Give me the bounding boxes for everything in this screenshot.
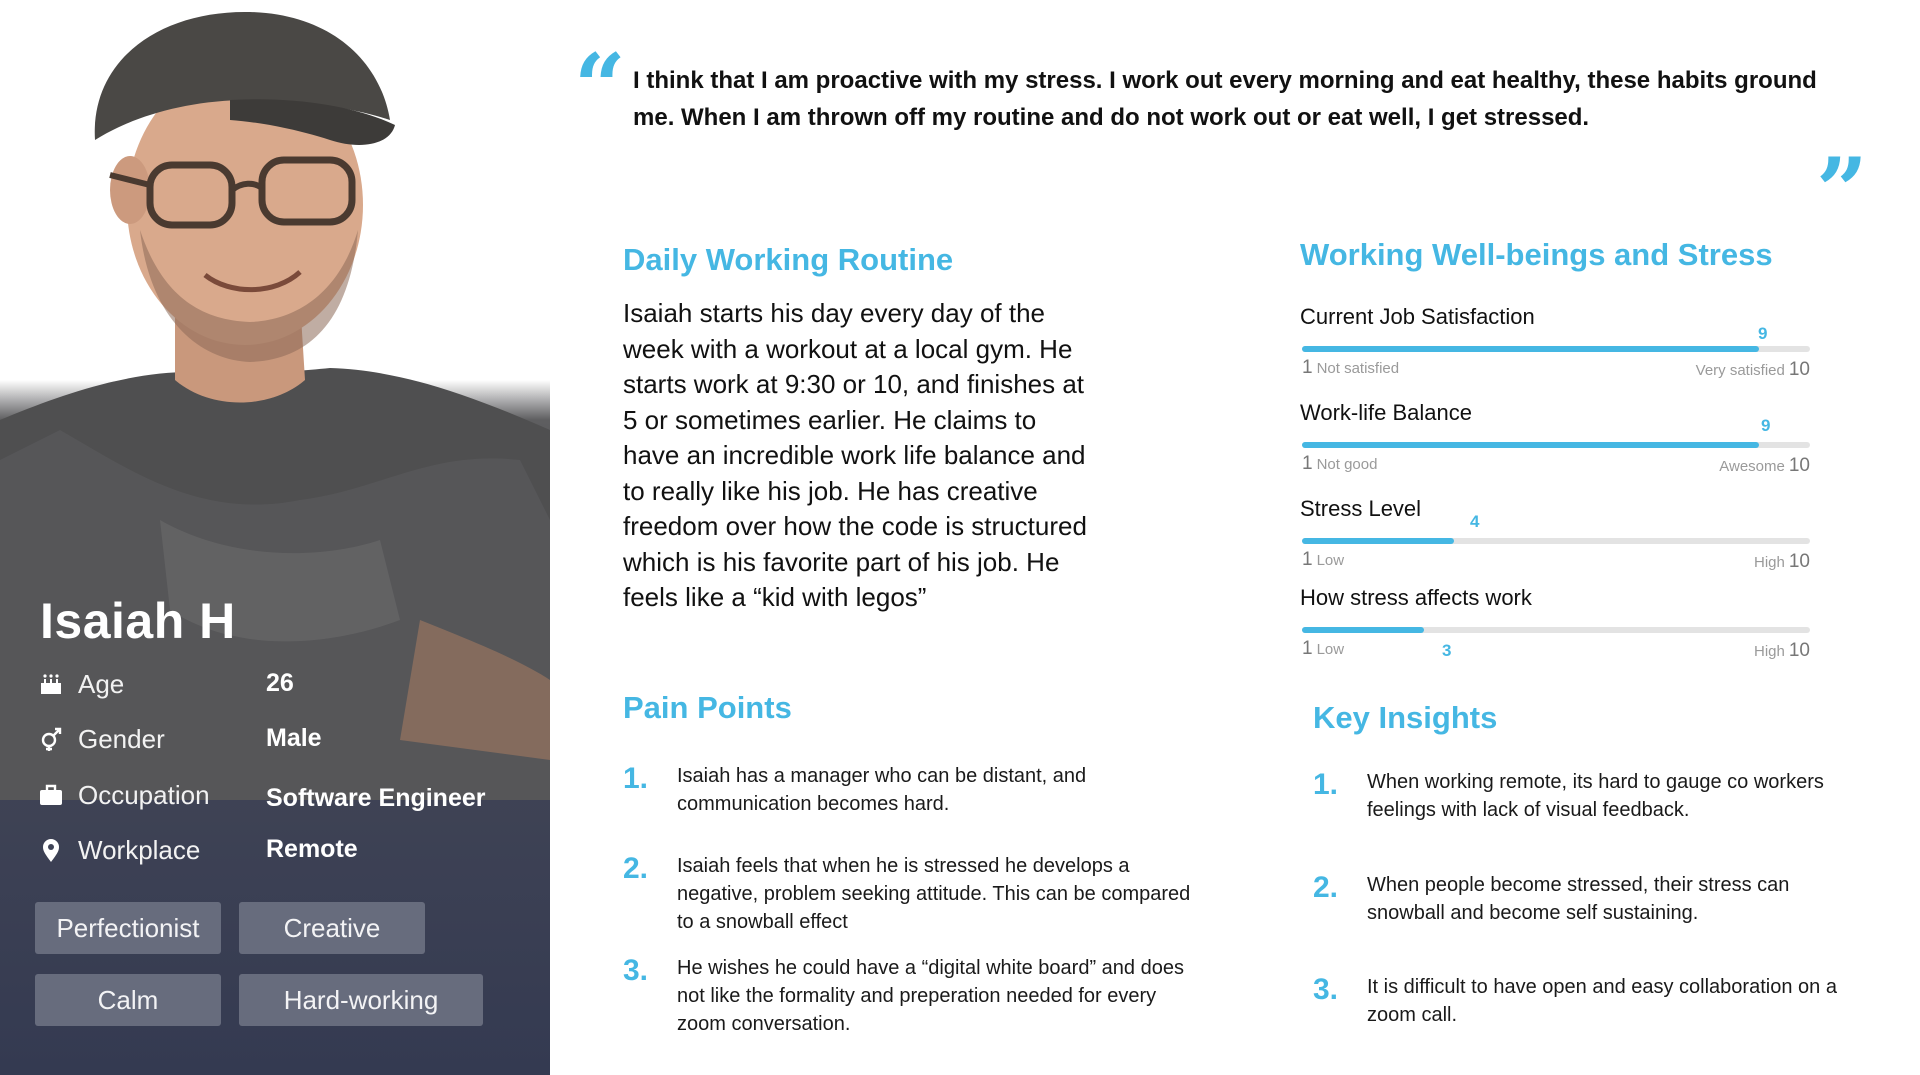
attribute-label: Occupation xyxy=(78,780,210,810)
attribute-label: Gender xyxy=(78,724,165,754)
metric-value: 4 xyxy=(1470,512,1480,531)
item-number: 3. xyxy=(623,954,649,987)
trait-tag: Creative xyxy=(239,902,425,954)
metric-stress-level xyxy=(1300,496,1810,596)
pain-points-title: Pain Points xyxy=(623,690,792,725)
attribute-workplace xyxy=(38,831,548,871)
item-number: 2. xyxy=(1313,871,1339,904)
item-number: 2. xyxy=(623,852,649,885)
metric-label: How stress affects work xyxy=(1300,585,1532,610)
metric-max: High 10 xyxy=(1754,551,1810,572)
trait-tag: Calm xyxy=(35,974,221,1026)
metric-value: 3 xyxy=(1442,641,1452,660)
item-text: He wishes he could have a “digital white board” and does not like the formality and preperation needed for every zoom conversation. xyxy=(677,957,1184,1035)
attribute-label: Age xyxy=(78,669,125,699)
attribute-label: Workplace xyxy=(78,835,201,865)
routine-text: Isaiah starts his day every day of the week with a workout at a local gym. He starts work at 9:30 or 10, and finishes at 5 or sometimes earlier. He claims to have an incredible work life balance and to really like his job. He has creative freedom over how the code is structured which is his favorite part of his job. He feels like a “kid with legos” xyxy=(623,298,1087,612)
metric-job-satisfaction xyxy=(1300,304,1810,404)
metric-min: 1 Not good xyxy=(1302,453,1378,474)
persona-name: Isaiah H xyxy=(40,593,236,649)
close-quote-icon: ” xyxy=(1816,138,1868,244)
attribute-age xyxy=(38,665,548,705)
attribute-gender xyxy=(38,720,548,760)
gender-icon xyxy=(38,726,64,752)
metric-min: 1 Low xyxy=(1302,638,1345,659)
metric-fill xyxy=(1302,346,1759,352)
metric-value: 9 xyxy=(1758,324,1768,343)
metric-max: Very satisfied 10 xyxy=(1695,359,1810,380)
metric-value: 9 xyxy=(1761,416,1771,435)
metric-min: 1 Low xyxy=(1302,549,1345,570)
item-text: Isaiah feels that when he is stressed he develops a negative, problem seeking attitude. This can be compared to a snowball effect xyxy=(677,855,1191,933)
attribute-occupation xyxy=(38,776,548,816)
metric-max: High 10 xyxy=(1754,640,1810,661)
attribute-value: Software Engineer xyxy=(266,784,486,812)
item-text: Isaiah has a manager who can be distant, and communication becomes hard. xyxy=(677,765,1087,815)
metric-track xyxy=(1302,538,1810,544)
item-text: When working remote, its hard to gauge co workers feelings with lack of visual feedback. xyxy=(1367,771,1824,821)
metric-stress-affects-work xyxy=(1300,585,1810,685)
item-text: When people become stressed, their stress can snowball and become self sustaining. xyxy=(1367,874,1790,924)
item-text: It is difficult to have open and easy collaboration on a zoom call. xyxy=(1367,976,1837,1026)
attribute-value: Male xyxy=(266,724,322,752)
location-pin-icon xyxy=(38,837,64,863)
item-number: 1. xyxy=(623,762,649,795)
persona-panel xyxy=(0,0,550,1075)
metric-track xyxy=(1302,346,1810,352)
attribute-value: Remote xyxy=(266,835,358,863)
attribute-value: 26 xyxy=(266,669,294,697)
insights-title: Key Insights xyxy=(1313,700,1498,735)
metric-track xyxy=(1302,627,1810,633)
metric-fill xyxy=(1302,627,1424,633)
routine-title: Daily Working Routine xyxy=(623,242,954,277)
briefcase-icon xyxy=(38,782,64,808)
open-quote-icon: “ xyxy=(574,34,626,140)
metric-fill xyxy=(1302,538,1454,544)
metric-fill xyxy=(1302,442,1759,448)
metric-label: Work-life Balance xyxy=(1300,400,1472,425)
item-number: 3. xyxy=(1313,973,1339,1006)
metric-max: Awesome 10 xyxy=(1719,455,1810,476)
item-number: 1. xyxy=(1313,768,1339,801)
cake-icon xyxy=(38,671,64,697)
metric-label: Current Job Satisfaction xyxy=(1300,304,1535,329)
trait-tag: Perfectionist xyxy=(35,902,221,954)
trait-tag: Hard-working xyxy=(239,974,483,1026)
wellbeing-title: Working Well-beings and Stress xyxy=(1300,237,1773,272)
metric-track xyxy=(1302,442,1810,448)
metric-label: Stress Level xyxy=(1300,496,1422,521)
metric-work-life-balance xyxy=(1300,400,1810,500)
metric-min: 1 Not satisfied xyxy=(1302,357,1400,378)
persona-quote: I think that I am proactive with my stress. I work out every morning and eat healthy, these habits ground me. When I am thrown off my routine and do not work out or eat well, I get stressed. xyxy=(633,67,1817,131)
